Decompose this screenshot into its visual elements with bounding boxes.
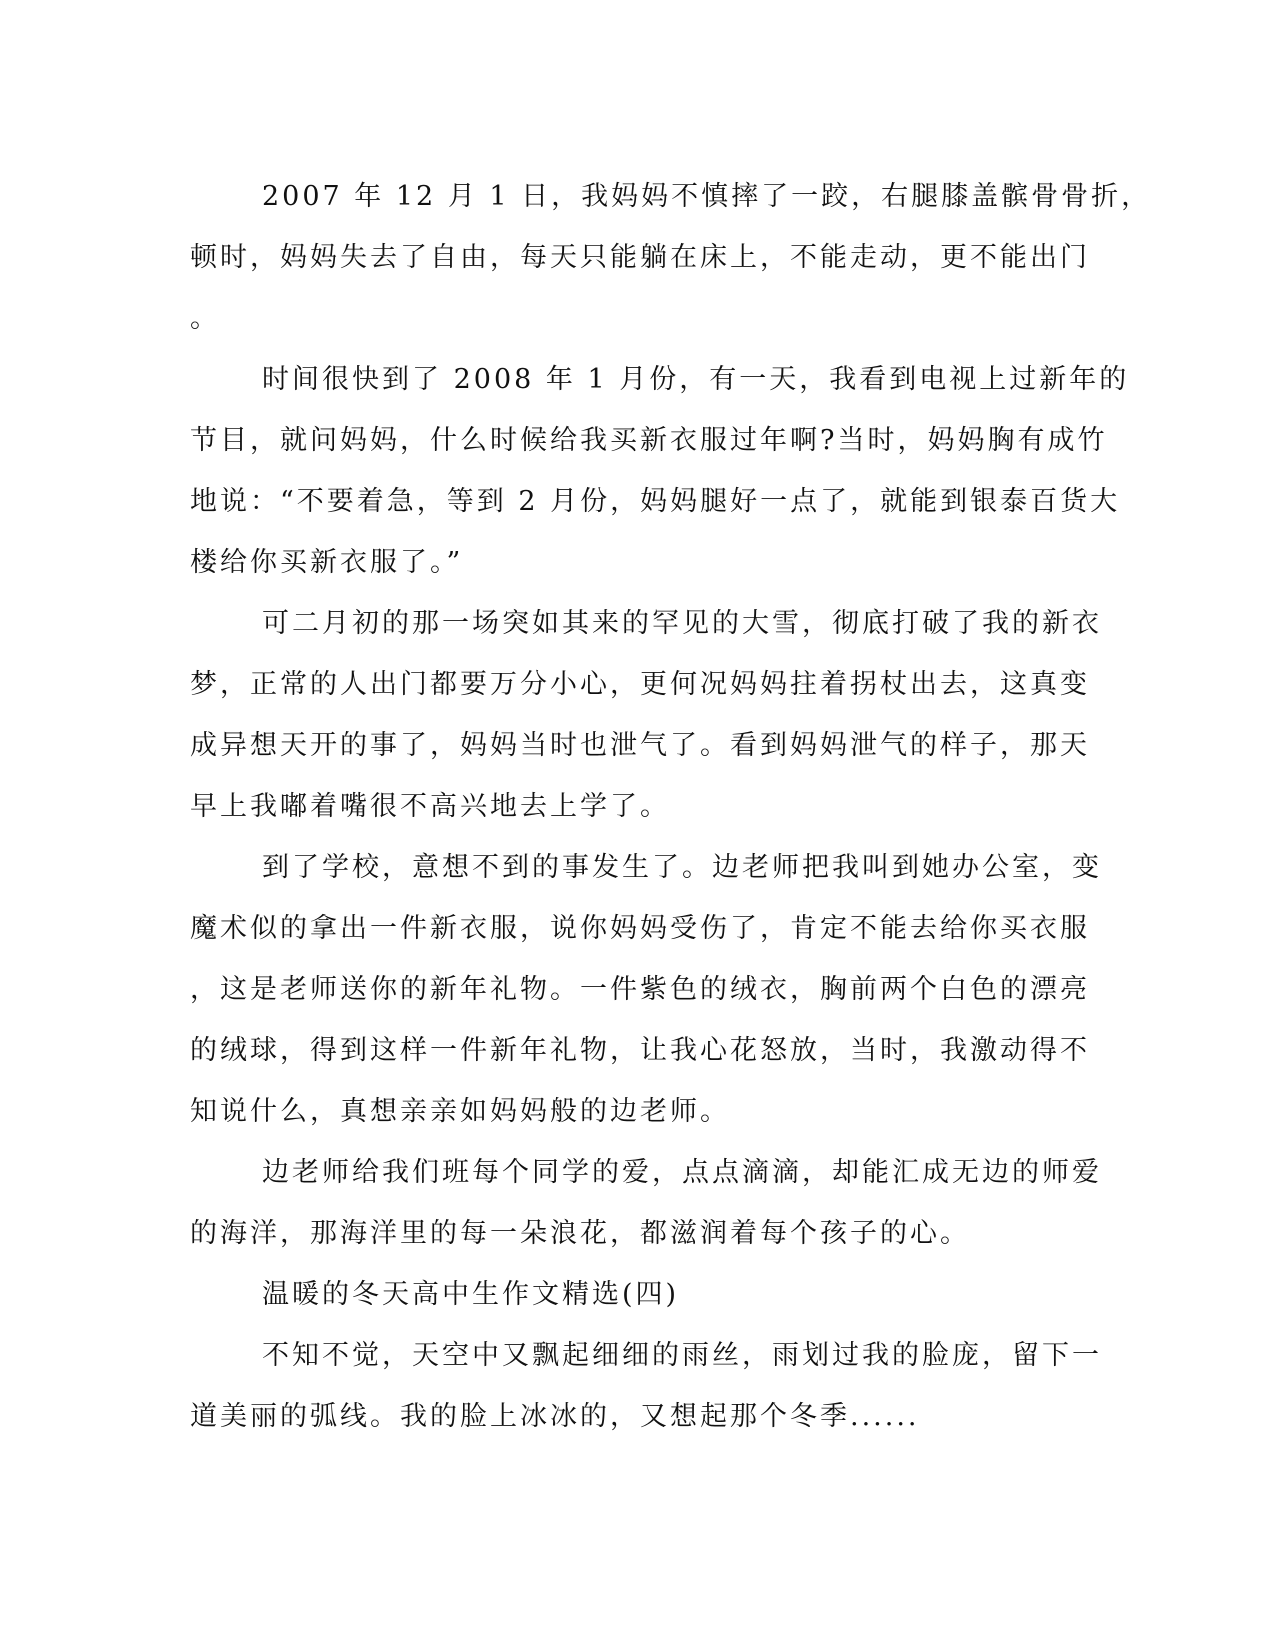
text-line: 地说：“不要着急，等到 2 月份，妈妈腿好一点了，就能到银泰百货大 [190, 486, 1121, 517]
paragraph [190, 837, 1102, 1142]
text-line: 到了学校，意想不到的事发生了。边老师把我叫到她办公室，变 [262, 852, 1102, 883]
text-line: ，这是老师送你的新年礼物。一件紫色的绒衣，胸前两个白色的漂亮 [190, 974, 1090, 1005]
text-line: 魔术似的拿出一件新衣服，说你妈妈受伤了，肯定不能去给你买衣服 [190, 913, 1090, 944]
paragraph [190, 593, 1102, 837]
text-line: 道美丽的弧线。我的脸上冰冰的，又想起那个冬季...... [190, 1401, 920, 1432]
text-line: 可二月初的那一场突如其来的罕见的大雪，彻底打破了我的新衣 [262, 608, 1102, 639]
paragraph [190, 166, 1152, 349]
paragraph [190, 1325, 1102, 1447]
text-line: 顿时，妈妈失去了自由，每天只能躺在床上，不能走动，更不能出门 [190, 242, 1090, 273]
text-line: 成异想天开的事了，妈妈当时也泄气了。看到妈妈泄气的样子，那天 [190, 730, 1090, 761]
section-heading [190, 1264, 1070, 1325]
text-line: 不知不觉，天空中又飘起细细的雨丝，雨划过我的脸庞，留下一 [262, 1340, 1102, 1371]
text-line: 楼给你买新衣服了。” [190, 547, 464, 578]
text-line: 早上我嘟着嘴很不高兴地去上学了。 [190, 791, 670, 822]
text-line: 的绒球，得到这样一件新年礼物，让我心花怒放，当时，我激动得不 [190, 1035, 1090, 1066]
text-line: 的海洋，那海洋里的每一朵浪花，都滋润着每个孩子的心。 [190, 1218, 970, 1249]
text-line: 边老师给我们班每个同学的爱，点点滴滴，却能汇成无边的师爱 [262, 1157, 1102, 1188]
article-body [190, 166, 1152, 1447]
text-line: 时间很快到了 2008 年 1 月份，有一天，我看到电视上过新年的 [262, 364, 1130, 395]
text-line: 节目，就问妈妈，什么时候给我买新衣服过年啊?当时，妈妈胸有成竹 [190, 425, 1108, 456]
text-line: 2007 年 12 月 1 日，我妈妈不慎摔了一跤，右腿膝盖髌骨骨折， [262, 181, 1152, 212]
text-line: 。 [190, 303, 220, 334]
text-line: 知说什么，真想亲亲如妈妈般的边老师。 [190, 1096, 730, 1127]
text-line: 梦，正常的人出门都要万分小心，更何况妈妈拄着拐杖出去，这真变 [190, 669, 1090, 700]
paragraph [190, 1142, 1102, 1264]
paragraph [190, 349, 1130, 593]
section-title: 温暖的冬天高中生作文精选(四) [262, 1279, 680, 1310]
